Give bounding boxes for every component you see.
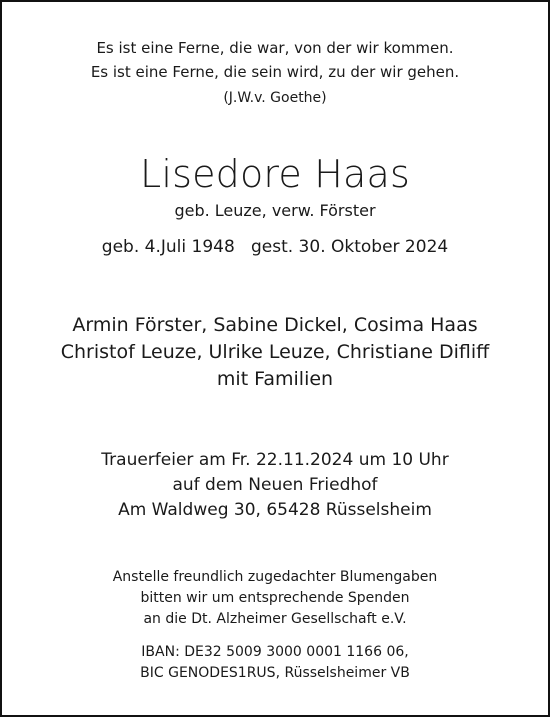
service-place: auf dem Neuen Friedhof xyxy=(172,475,378,495)
service-address: Am Waldweg 30, 65428 Rüsselsheim xyxy=(118,500,432,520)
quote-line-1: Es ist eine Ferne, die war, von der wir kommen. xyxy=(96,39,454,57)
deceased-name: Lisedore Haas xyxy=(139,152,411,196)
donation-line-2: bitten wir um entsprechende Spenden xyxy=(140,590,410,606)
iban: IBAN: DE32 5009 3000 0001 1166 06, xyxy=(141,644,409,660)
birth-names: geb. Leuze, verw. Förster xyxy=(174,201,376,220)
quote-line-2: Es ist eine Ferne, die sein wird, zu der wir gehen. xyxy=(90,63,460,81)
quote-author: (J.W.v. Goethe) xyxy=(223,90,327,106)
bic: BIC GENODES1RUS, Rüsselsheimer VB xyxy=(140,665,410,681)
donation-line-3: an die Dt. Alzheimer Gesellschaft e.V. xyxy=(143,611,407,627)
donation-line-1: Anstelle freundlich zugedachter Blumengaben xyxy=(112,569,438,585)
mourners-line-3: mit Familien xyxy=(216,368,334,390)
life-dates: geb. 4.Juli 1948 gest. 30. Oktober 2024 xyxy=(101,237,449,257)
mourners-line-1: Armin Förster, Sabine Dickel, Cosima Haas xyxy=(72,314,478,336)
mourners-line-2: Christof Leuze, Ulrike Leuze, Christiane Difliff xyxy=(60,341,490,363)
service-date: Trauerfeier am Fr. 22.11.2024 um 10 Uhr xyxy=(101,450,449,470)
